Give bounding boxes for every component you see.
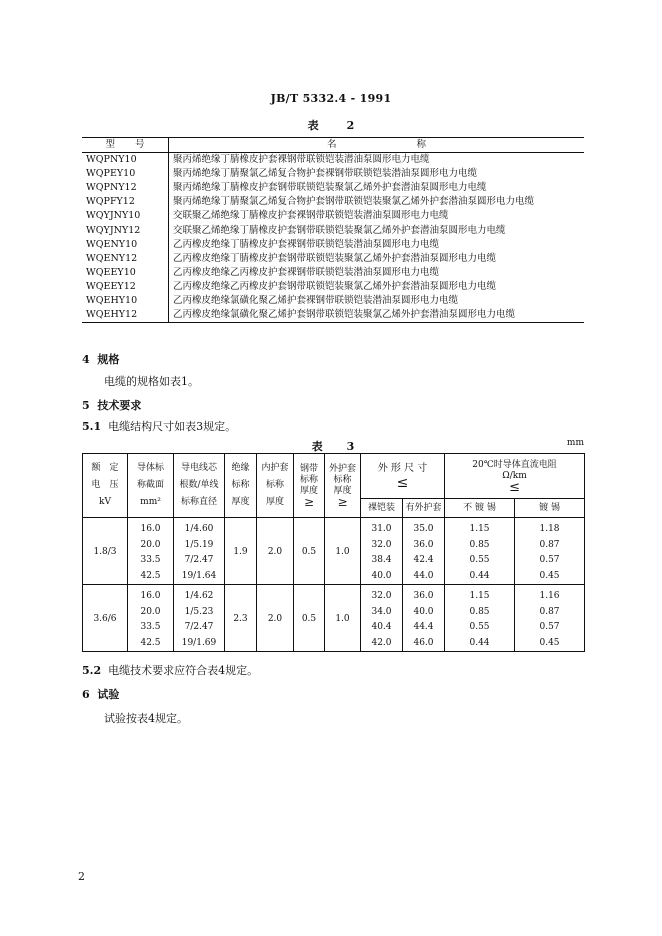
table2-model-cell: WQPNY10 — [82, 153, 169, 168]
resistance-untinned-cell: 0.55 — [445, 620, 515, 636]
cond-area-cell: 20.0 — [128, 538, 174, 554]
table2-row — [82, 209, 584, 223]
voltage-cell: 1.8/3 — [83, 518, 128, 585]
table2-name-cell: 乙丙橡皮绝缘氯磺化聚乙烯护套钢带联锁铠装聚氯乙烯外护套潜油泵圆形电力电缆 — [169, 308, 585, 323]
with-outer-sheath-dim-cell: 36.0 — [403, 585, 445, 605]
section-6-text: 试验按表4规定。 — [104, 712, 188, 725]
resistance-tinned-cell: 0.45 — [515, 636, 585, 652]
th-outer-dim: 外 形 尺 寸 ≤ — [361, 454, 445, 499]
table2-row — [82, 308, 584, 323]
table2-caption — [0, 117, 662, 133]
resistance-untinned-cell: 1.15 — [445, 518, 515, 538]
table2-model-cell: WQYJNY12 — [82, 224, 169, 238]
cond-wire-cell: 19/1.69 — [174, 636, 225, 652]
bare-armour-dim-cell: 40.4 — [361, 620, 403, 636]
resistance-untinned-cell: 0.44 — [445, 636, 515, 652]
cond-wire-cell: 7/2.47 — [174, 620, 225, 636]
table2-col-name: 名 称 — [169, 138, 585, 153]
resistance-untinned-cell: 0.85 — [445, 538, 515, 554]
bare-armour-dim-cell: 40.0 — [361, 569, 403, 585]
th-outer-sheath: 外护套 标称 厚度 ≥ — [325, 454, 361, 518]
resistance-tinned-cell: 0.57 — [515, 553, 585, 569]
th-insulation: 绝缘 标称 厚度 — [225, 454, 257, 518]
section-5-heading: 5 技术要求 — [82, 399, 142, 412]
table3-row — [83, 585, 585, 605]
th-voltage: 额 定 电 压 kV — [83, 454, 128, 518]
cond-area-cell: 16.0 — [128, 518, 174, 538]
table2-caption-number: 2 — [346, 119, 355, 132]
th-tinned: 镀 锡 — [515, 499, 585, 518]
table2-model-cell: WQENY12 — [82, 252, 169, 266]
table2-model-cell: WQEEY12 — [82, 280, 169, 294]
cond-wire-cell: 1/5.19 — [174, 538, 225, 554]
table2-col-model: 型 号 — [82, 138, 169, 153]
bare-armour-dim-cell: 32.0 — [361, 585, 403, 605]
table2-model-cell: WQENY10 — [82, 238, 169, 252]
section-5-1: 5.1 电缆结构尺寸如表3规定。 — [82, 420, 237, 433]
insulation-cell: 2.3 — [225, 585, 257, 652]
bare-armour-dim-cell: 32.0 — [361, 538, 403, 554]
table2 — [82, 137, 584, 323]
table2-row — [82, 195, 584, 209]
outer-sheath-cell: 1.0 — [325, 585, 361, 652]
with-outer-sheath-dim-cell: 35.0 — [403, 518, 445, 538]
resistance-untinned-cell: 0.55 — [445, 553, 515, 569]
with-outer-sheath-dim-cell: 46.0 — [403, 636, 445, 652]
table2-name-cell: 乙丙橡皮绝缘丁腈橡皮护套裸钢带联锁铠装潜油泵圆形电力电缆 — [173, 238, 440, 250]
table2-model-cell: WQPEY10 — [82, 167, 169, 181]
table2-name-cell: 乙丙橡皮绝缘氯磺化聚乙烯护套裸钢带联锁铠装潜油泵圆形电力电缆 — [173, 295, 459, 307]
outer-sheath-cell: 1.0 — [325, 518, 361, 585]
table2-row — [82, 153, 584, 168]
table2-row — [82, 181, 584, 195]
th-with-outer-sheath: 有外护套 — [403, 499, 445, 518]
resistance-untinned-cell: 0.44 — [445, 569, 515, 585]
th-resistance: 20℃时导体直流电阻 Ω/km ≤ — [445, 454, 585, 499]
table2-name-cell: 乙丙橡皮绝缘丁腈橡皮护套钢带联锁铠装聚氯乙烯外护套潜油泵圆形电力电缆 — [173, 252, 497, 264]
th-cond-area: 导体标 称截面 mm² — [128, 454, 174, 518]
table2-row — [82, 294, 584, 308]
resistance-untinned-cell: 1.15 — [445, 585, 515, 605]
cond-area-cell: 20.0 — [128, 605, 174, 621]
th-bare-armour: 裸铠装 — [361, 499, 403, 518]
inner-sheath-cell: 2.0 — [257, 585, 294, 652]
cond-wire-cell: 1/4.62 — [174, 585, 225, 605]
resistance-tinned-cell: 1.18 — [515, 518, 585, 538]
table2-row — [82, 167, 584, 181]
table2-name-cell: 聚丙烯绝缘丁腈聚氯乙烯复合物护套裸钢带联锁铠装潜油泵圆形电力电缆 — [173, 168, 478, 180]
table2-model-cell: WQYJNY10 — [82, 209, 169, 223]
section-6-heading: 6 试验 — [82, 688, 120, 701]
bare-armour-dim-cell: 34.0 — [361, 605, 403, 621]
steel-tape-cell: 0.5 — [294, 585, 325, 652]
table2-name-cell: 聚丙烯绝缘丁腈聚氯乙烯复合物护套钢带联锁铠装聚氯乙烯外护套潜油泵圆形电力电缆 — [173, 196, 535, 208]
table2-row — [82, 280, 584, 294]
th-inner-sheath: 内护套 标称 厚度 — [257, 454, 294, 518]
voltage-cell: 3.6/6 — [83, 585, 128, 652]
table2-model-cell: WQEHY12 — [82, 308, 169, 323]
with-outer-sheath-dim-cell: 40.0 — [403, 605, 445, 621]
with-outer-sheath-dim-cell: 44.4 — [403, 620, 445, 636]
th-steel-tape: 钢带 标称 厚度 ≥ — [294, 454, 325, 518]
table2-name-cell: 聚丙烯绝缘丁腈橡皮护套裸钢带联锁铠装潜油泵圆形电力电缆 — [173, 154, 430, 166]
page-number: 2 — [78, 870, 85, 883]
table2-model-cell: WQPFY12 — [82, 195, 169, 209]
th-cond-wire: 导电线芯 根数/单线 标称直径 — [174, 454, 225, 518]
section-4-text: 电缆的规格如表1。 — [104, 375, 199, 388]
resistance-tinned-cell: 0.87 — [515, 538, 585, 554]
bare-armour-dim-cell: 31.0 — [361, 518, 403, 538]
table2-row — [82, 266, 584, 280]
cond-area-cell: 42.5 — [128, 636, 174, 652]
table2-model-cell: WQPNY12 — [82, 181, 169, 195]
steel-tape-cell: 0.5 — [294, 518, 325, 585]
table2-name-cell: 聚丙烯绝缘丁腈橡皮护套钢带联锁铠装聚氯乙烯外护套潜油泵圆形电力电缆 — [173, 182, 487, 194]
with-outer-sheath-dim-cell: 42.4 — [403, 553, 445, 569]
table2-header-row — [82, 138, 584, 153]
section-4-heading: 4 规格 — [82, 353, 120, 366]
table2-row — [82, 252, 584, 266]
resistance-tinned-cell: 0.57 — [515, 620, 585, 636]
section-5-2: 5.2 电缆技术要求应符合表4规定。 — [82, 664, 259, 677]
table2-model-cell: WQEEY10 — [82, 266, 169, 280]
table3-row — [83, 518, 585, 538]
document-header: JB/T 5332.4 - 1991 — [270, 92, 392, 105]
cond-wire-cell: 7/2.47 — [174, 553, 225, 569]
table3-unit: mm — [566, 438, 584, 448]
th-untinned: 不 镀 锡 — [445, 499, 515, 518]
cond-wire-cell: 1/5.23 — [174, 605, 225, 621]
with-outer-sheath-dim-cell: 36.0 — [403, 538, 445, 554]
bare-armour-dim-cell: 42.0 — [361, 636, 403, 652]
bare-armour-dim-cell: 38.4 — [361, 553, 403, 569]
resistance-tinned-cell: 0.45 — [515, 569, 585, 585]
resistance-untinned-cell: 0.85 — [445, 605, 515, 621]
cond-area-cell: 33.5 — [128, 553, 174, 569]
table2-row — [82, 224, 584, 238]
table2-name-cell: 交联聚乙烯绝缘丁腈橡皮护套钢带联锁铠装聚氯乙烯外护套潜油泵圆形电力电缆 — [173, 224, 506, 236]
table3 — [82, 453, 585, 652]
cond-wire-cell: 1/4.60 — [174, 518, 225, 538]
table2-row — [82, 238, 584, 252]
cond-area-cell: 42.5 — [128, 569, 174, 585]
table2-name-cell: 乙丙橡皮绝缘乙丙橡皮护套钢带联锁铠装聚氯乙烯外护套潜油泵圆形电力电缆 — [173, 280, 497, 292]
cond-area-cell: 33.5 — [128, 620, 174, 636]
table2-model-cell: WQEHY10 — [82, 294, 169, 308]
table2-name-cell: 交联聚乙烯绝缘丁腈橡皮护套裸钢带联锁铠装潜油泵圆形电力电缆 — [173, 210, 449, 222]
table2-caption-word: 表 — [307, 119, 319, 132]
resistance-tinned-cell: 1.16 — [515, 585, 585, 605]
resistance-tinned-cell: 0.87 — [515, 605, 585, 621]
cond-wire-cell: 19/1.64 — [174, 569, 225, 585]
with-outer-sheath-dim-cell: 44.0 — [403, 569, 445, 585]
cond-area-cell: 16.0 — [128, 585, 174, 605]
insulation-cell: 1.9 — [225, 518, 257, 585]
table2-name-cell: 乙丙橡皮绝缘乙丙橡皮护套裸钢带联锁铠装潜油泵圆形电力电缆 — [173, 266, 440, 278]
inner-sheath-cell: 2.0 — [257, 518, 294, 585]
